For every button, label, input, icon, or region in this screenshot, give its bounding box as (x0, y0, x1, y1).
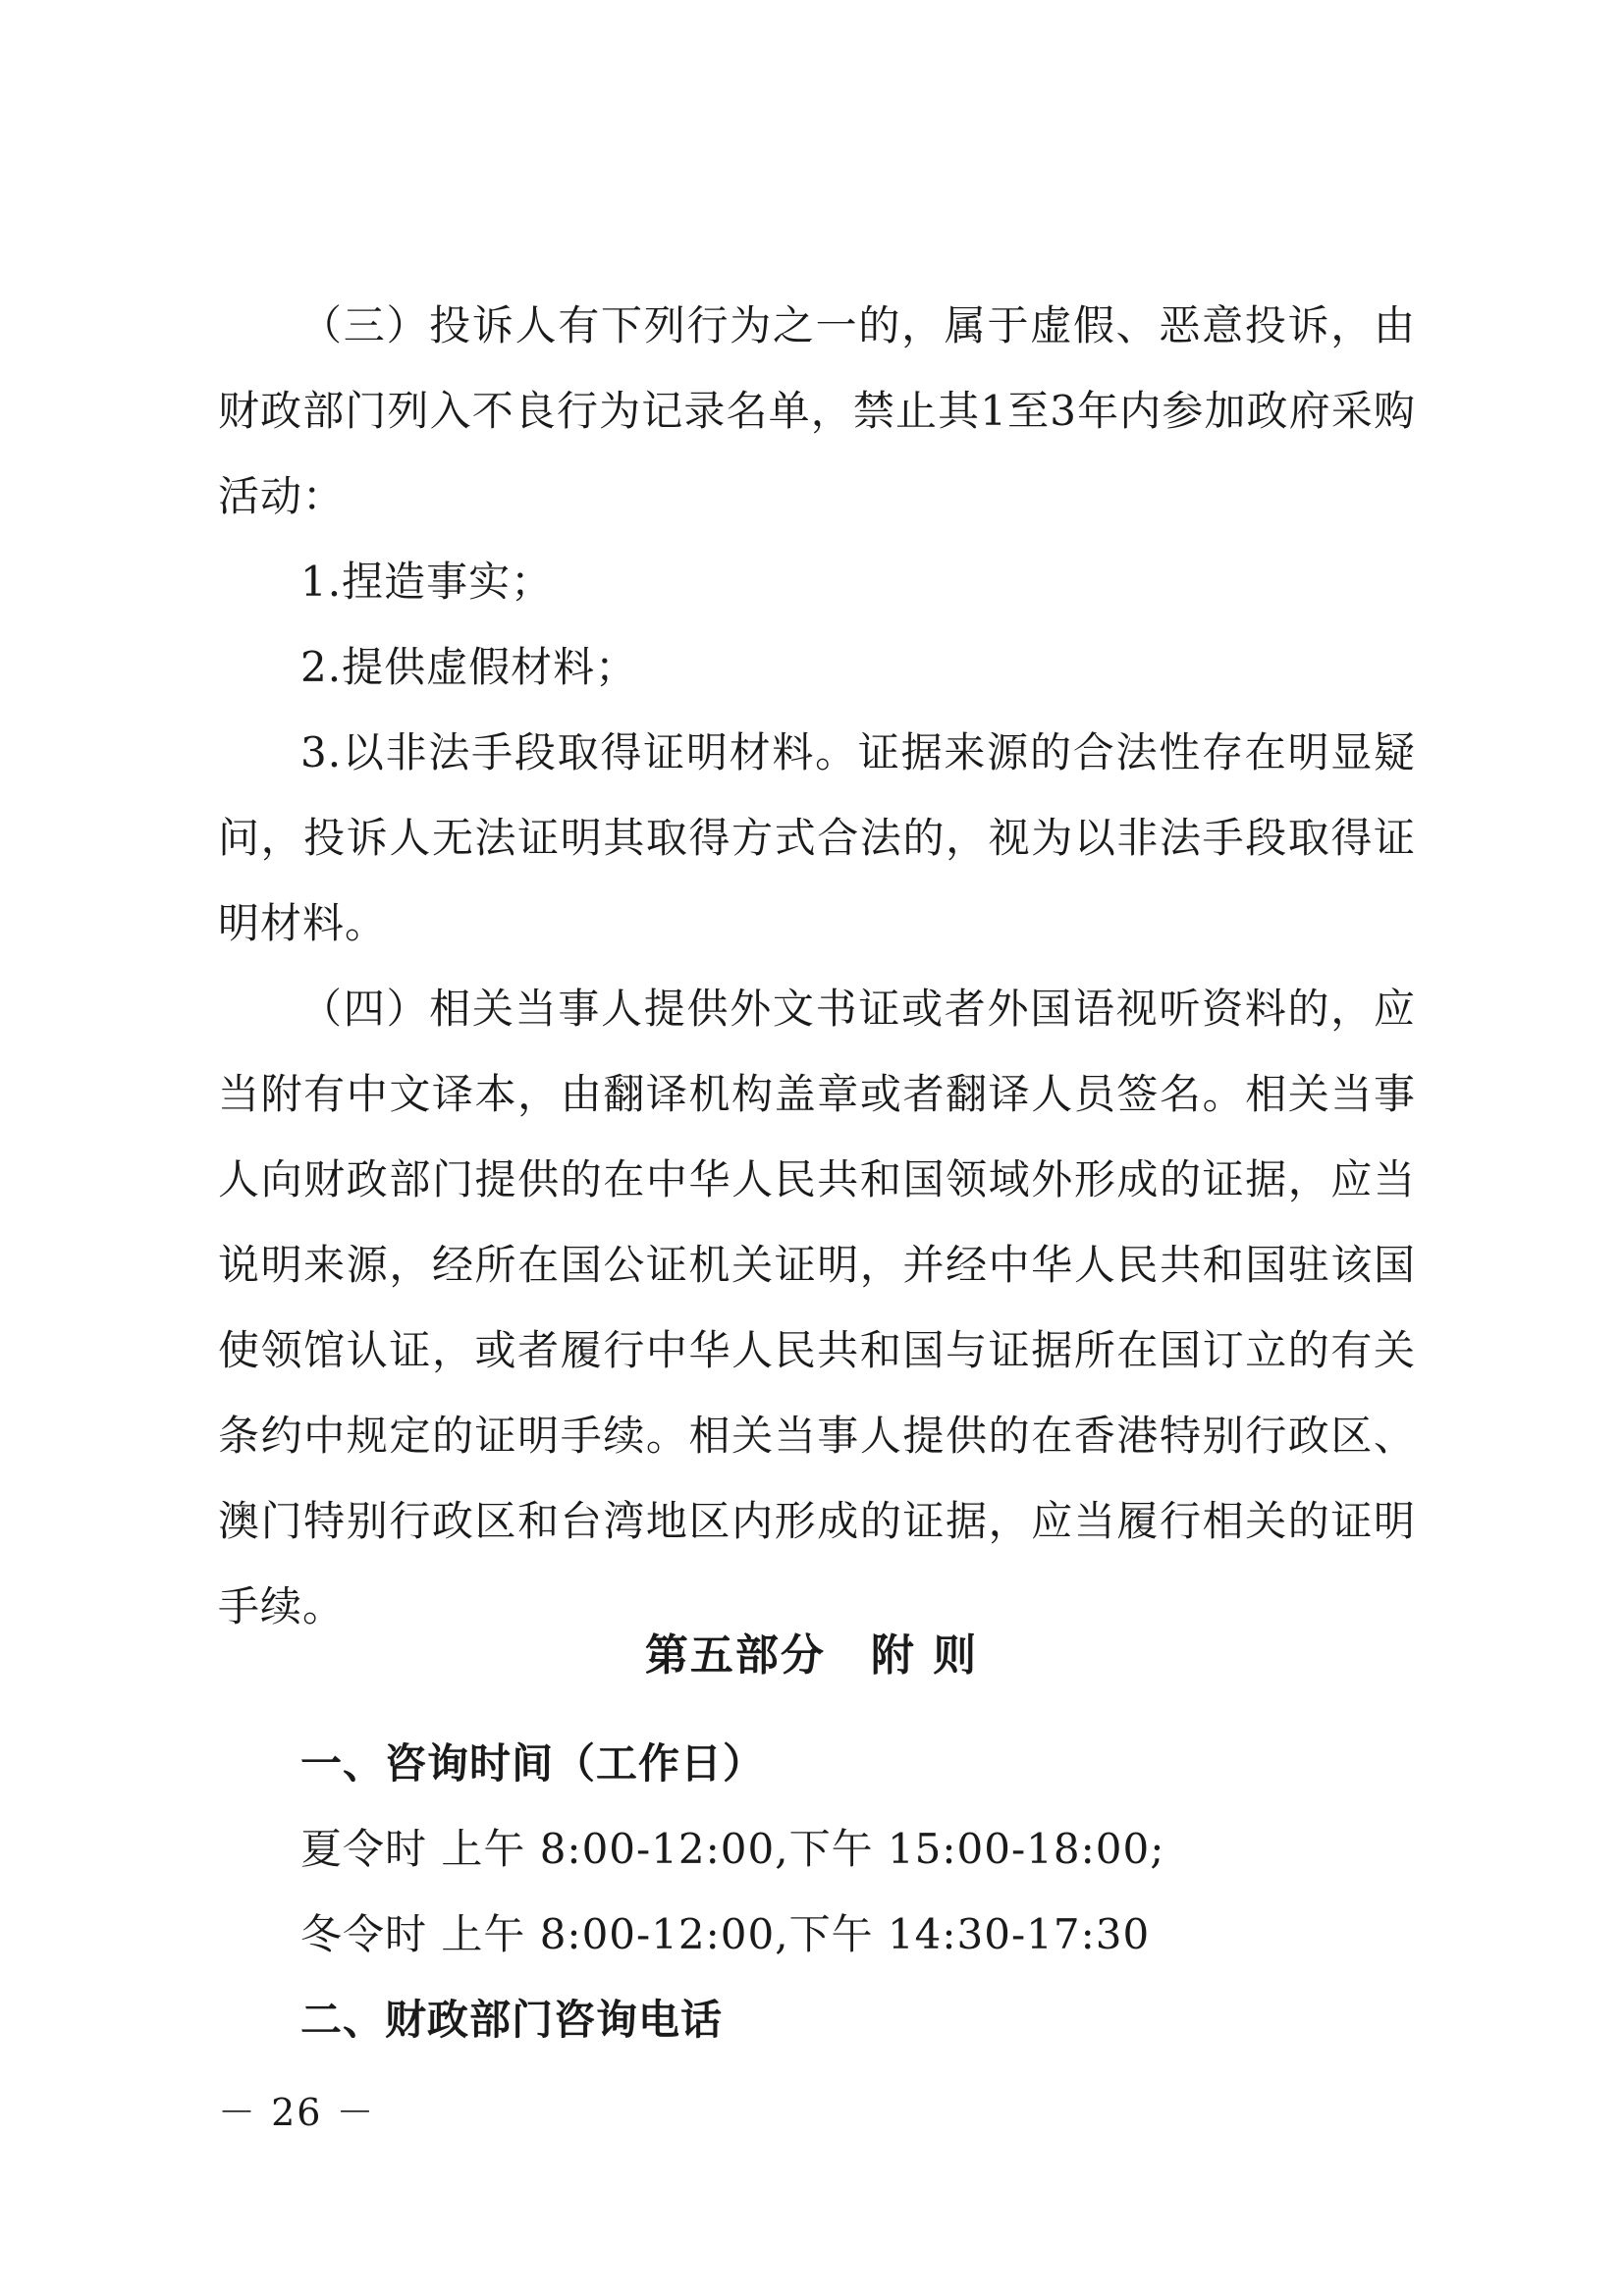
body-text (218, 283, 1416, 1649)
paragraph-false-complaint: （三）投诉人有下列行为之一的，属于虚假、恶意投诉，由财政部门列入不良行为记录名单，禁止其1至3年内参加政府采购活动： (218, 301, 1416, 520)
heading-consult-hours: 一、咨询时间（工作日） (300, 1739, 766, 1788)
heading-consult-phone: 二、财政部门咨询电话 (300, 1996, 724, 2044)
appendix-text (218, 1721, 1416, 2062)
list-item-fabricate-facts: 1.捏造事实； (300, 558, 554, 606)
list-item-illegal-evidence: 3.以非法手段取得证明材料。证据来源的合法性存在明显疑问，投诉人无法证明其取得方式合法的，视为以非法手段取得证明材料。 (218, 728, 1416, 947)
list-item-false-materials: 2.提供虚假材料； (300, 643, 638, 691)
winter-hours: 冬令时 上午 8:00-12:00,下午 14:30-17:30 (300, 1910, 1151, 1958)
page-number: － 26 － (218, 2091, 376, 2134)
summer-hours: 夏令时 上午 8:00-12:00,下午 15:00-18:00; (300, 1825, 1165, 1873)
paragraph-foreign-evidence: （四）相关当事人提供外文书证或者外国语视听资料的，应当附有中文译本，由翻译机构盖章或者翻译人员签名。相关当事人向财政部门提供的在中华人民共和国领域外形成的证据，应当说明来源，经所在国公证机关证明，并经中华人民共和国驻该国使领馆认证，或者履行中华人民共和国与证据所在国订立的有关条约中规定的证明手续。相关当事人提供的在香港特别行政区、澳门特别行政区和台湾地区内形成的证据，应当履行相关的证明手续。 (218, 985, 1416, 1630)
section-title: 第五部分 附 则 (644, 1630, 979, 1681)
